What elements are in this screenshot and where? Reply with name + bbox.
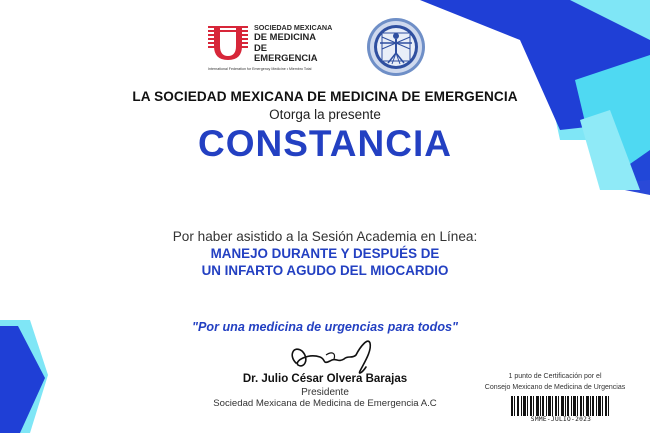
logo-wordmark [254, 24, 333, 63]
session-title [0, 245, 650, 279]
certification-line-1: 1 punto de Certificación por el [508, 373, 602, 380]
bottom-left-blue-hexagon [0, 326, 45, 433]
smme-logo-icon [208, 24, 250, 60]
award-subtitle: Otorga la presente [269, 107, 381, 122]
barcode-code: SMME-JULIO-2023 [530, 416, 592, 423]
document-title: CONSTANCIA [198, 123, 452, 164]
signatory-organization: Sociedad Mexicana de Medicina de Emergencia A.C [213, 398, 437, 409]
sociedad-logo [208, 22, 333, 74]
certification-note [470, 371, 640, 393]
barcode-icon [511, 396, 611, 416]
logo-line-3: DE EMERGENCIA [254, 41, 318, 63]
attendance-statement: Por haber asistido a la Sesión Academia en Línea: [172, 229, 478, 244]
vitruvian-man-seal-icon [366, 17, 426, 77]
certification-line-2: Consejo Mexicano de Medicina de Urgencias [484, 384, 626, 391]
organization-heading: LA SOCIEDAD MEXICANA DE MEDICINA DE EMERGENCIA [132, 89, 518, 104]
signatory-role: Presidente [301, 387, 349, 398]
session-title-line-2: UN INFARTO AGUDO DEL MIOCARDIO [201, 263, 449, 278]
logo-line-1: SOCIEDAD MEXICANA [254, 23, 333, 32]
signature-image [286, 333, 386, 378]
signatory-name: Dr. Julio César Olvera Barajas [242, 373, 408, 385]
session-title-line-1: MANEJO DURANTE Y DESPUÉS DE [210, 246, 440, 261]
logo-tagline: International Federation for Emergency Medicine • Miembro Total [208, 67, 312, 71]
logo-line-2: DE MEDICINA [254, 31, 316, 43]
motto: "Por una medicina de urgencias para todos" [192, 320, 458, 334]
